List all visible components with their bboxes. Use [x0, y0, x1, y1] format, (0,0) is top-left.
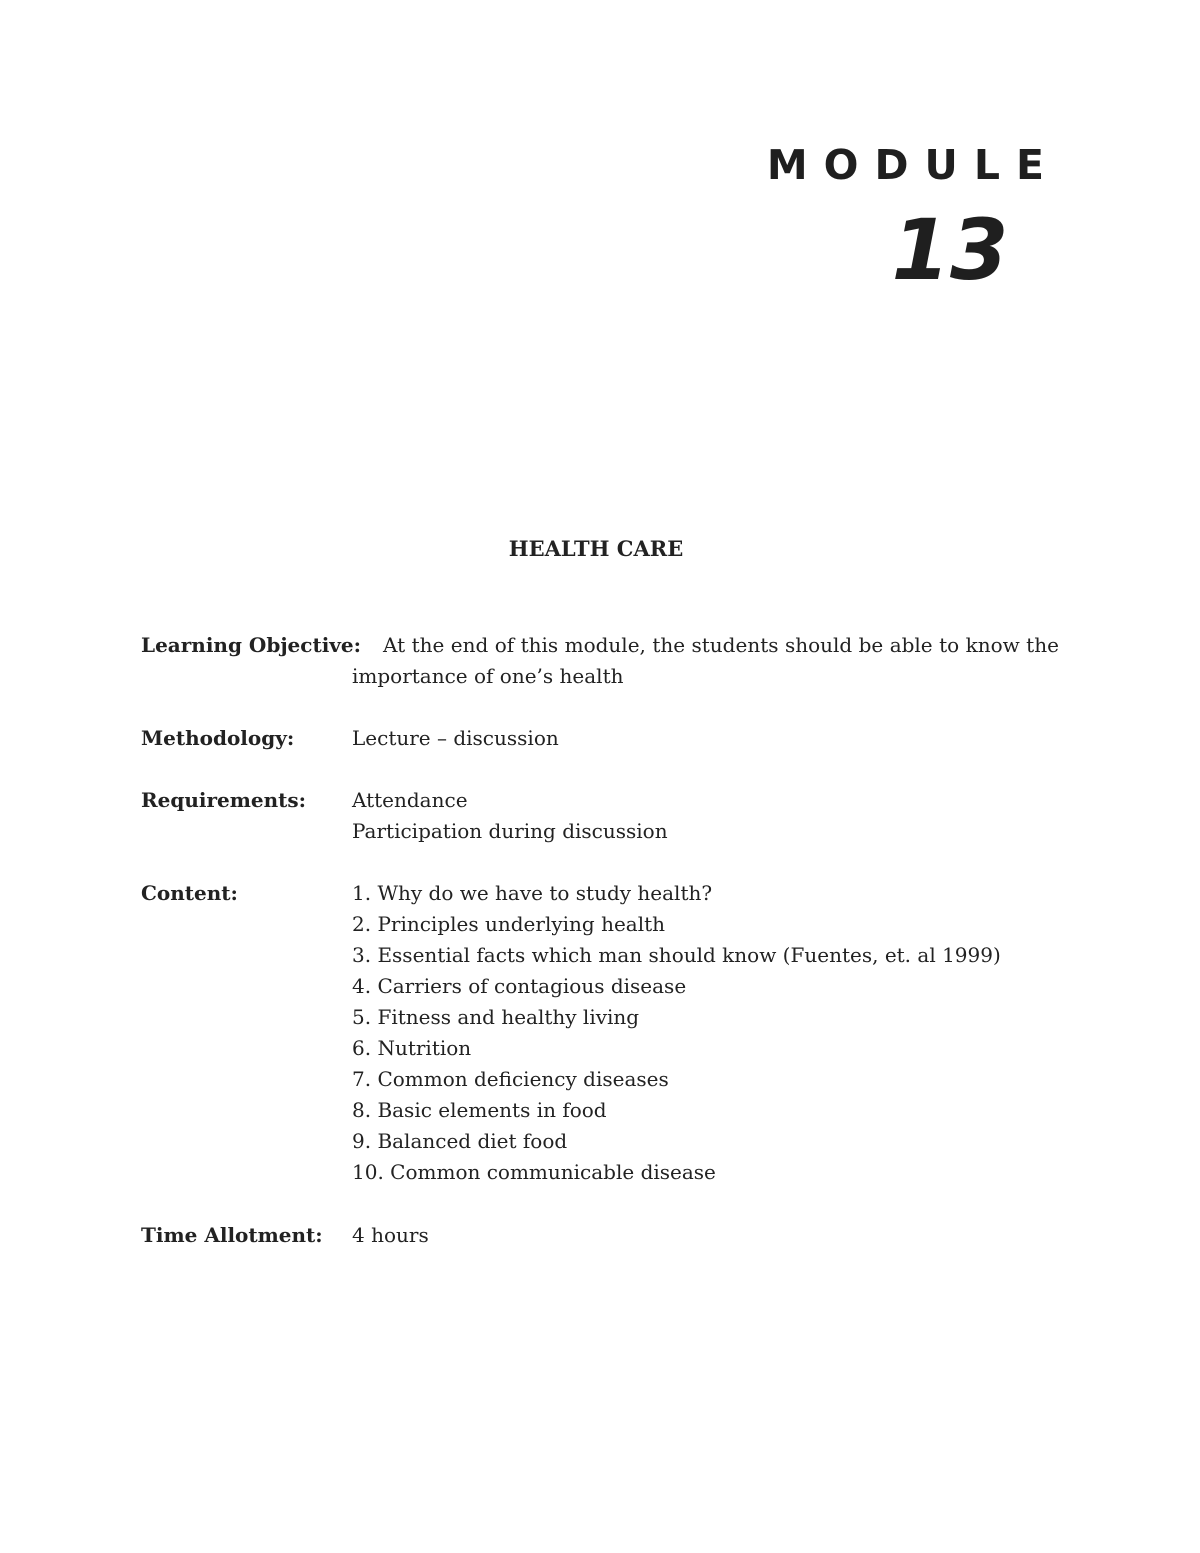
content-item: 8. Basic elements in food [352, 1098, 607, 1122]
objective-word: know [965, 633, 1020, 657]
learning-objective-line2: importance of one’s health [352, 664, 624, 688]
module-number: 13 [891, 201, 1009, 299]
objective-word: At [383, 633, 406, 657]
time-allotment-label: Time Allotment: [141, 1223, 323, 1247]
content-item: 5. Fitness and healthy living [352, 1005, 640, 1029]
content-item: 4. Carriers of contagious disease [352, 974, 687, 998]
content-item: 3. Essential facts which man should know (Fuentes, et. al 1999) [352, 943, 1001, 967]
methodology-value: Lecture – discussion [352, 726, 559, 750]
methodology-section [141, 723, 1059, 754]
content-item: 6. Nutrition [352, 1036, 472, 1060]
learning-objective-section [141, 630, 1059, 692]
objective-word: the [1026, 633, 1059, 657]
content-item: 2. Principles underlying health [352, 912, 666, 936]
objective-word: students [691, 633, 779, 657]
objective-word: end [450, 633, 489, 657]
objective-word: the [411, 633, 445, 657]
document-title: HEALTH CARE [508, 536, 684, 561]
learning-objective-text [383, 630, 1059, 661]
content-item: 7. Common deficiency diseases [352, 1067, 669, 1091]
objective-word: able [889, 633, 933, 657]
methodology-label: Methodology: [141, 726, 295, 750]
requirements-section [141, 785, 1059, 847]
objective-word: should [784, 633, 853, 657]
content-section [141, 878, 1059, 1188]
objective-word: module, [564, 633, 646, 657]
requirement-item: Participation during discussion [352, 819, 668, 843]
content-item: 1. Why do we have to study health? [352, 881, 713, 905]
objective-word: this [520, 633, 559, 657]
requirements-label: Requirements: [141, 788, 307, 812]
requirements-list [352, 785, 1059, 847]
content-item: 10. Common communicable disease [352, 1160, 716, 1184]
time-allotment-section [141, 1220, 1059, 1251]
content-list [352, 878, 1059, 1188]
learning-objective-line1 [141, 630, 1059, 661]
objective-word: the [652, 633, 686, 657]
objective-word: be [858, 633, 884, 657]
content-label: Content: [141, 881, 238, 905]
learning-objective-label: Learning Objective: [141, 633, 362, 657]
objective-word: to [939, 633, 960, 657]
module-heading: MODULE [766, 141, 1060, 189]
time-allotment-value: 4 hours [352, 1223, 429, 1247]
requirement-item: Attendance [352, 788, 468, 812]
objective-word: of [494, 633, 515, 657]
content-item: 9. Balanced diet food [352, 1129, 568, 1153]
